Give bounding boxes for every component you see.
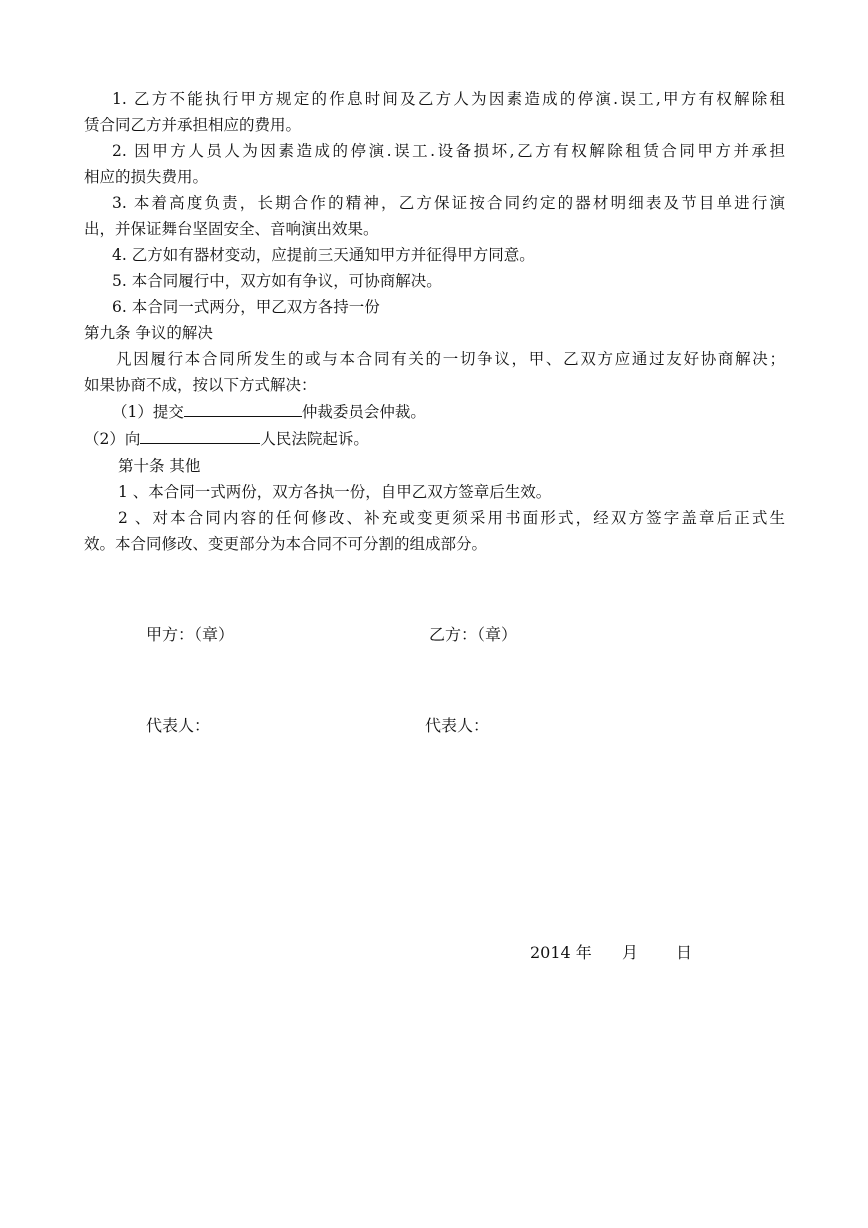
court-name-blank[interactable] [140, 429, 260, 444]
article-10-heading: 第十条 其他 [118, 457, 201, 475]
date-year: 2014 年 [530, 943, 592, 962]
clause-8-item-5: 5. 本合同履行中，双方如有争议，可协商解决。 [112, 272, 442, 290]
clause-8-item-3-line-1: 3. 本着高度负责，长期合作的精神，乙方保证按合同约定的器材明细表及节目单进行演 [112, 194, 785, 212]
date-day: 日 [676, 943, 693, 962]
party-b-representative-label: 代表人： [425, 716, 490, 735]
article-10-item-2-line-2: 效。本合同修改、变更部分为本合同不可分割的组成部分。 [84, 535, 488, 553]
article-10-item-1: 1 、本合同一式两份，双方各执一份，自甲乙双方签章后生效。 [118, 483, 552, 501]
clause-8-item-6: 6. 本合同一式两分，甲乙双方各持一份 [112, 298, 380, 316]
option-2-prefix: （2）向 [84, 430, 141, 448]
article-9-paragraph-line-1: 凡因履行本合同所发生的或与本合同有关的一切争议，甲、乙双方应通过友好协商解决； [116, 350, 785, 368]
clause-8-item-1-line-2: 赁合同乙方并承担相应的费用。 [84, 116, 302, 134]
clause-8-item-4: 4. 乙方如有器材变动，应提前三天通知甲方并征得甲方同意。 [112, 246, 535, 264]
party-a-representative-label: 代表人： [146, 716, 211, 735]
clause-8-item-1-line-1: 1. 乙方不能执行甲方规定的作息时间及乙方人为因素造成的停演.误工,甲方有权解除租 [112, 90, 785, 108]
article-9-heading: 第九条 争议的解决 [84, 324, 213, 342]
option-1-suffix: 仲裁委员会仲裁。 [301, 403, 426, 421]
clause-8-item-3-line-2: 出，并保证舞台坚固安全、音响演出效果。 [84, 220, 379, 238]
option-1-prefix: （1）提交 [112, 403, 184, 421]
article-9-paragraph-line-2: 如果协商不成，按以下方式解决： [84, 376, 317, 394]
option-2-suffix: 人民法院起诉。 [260, 430, 369, 448]
article-9-option-2 [84, 429, 369, 449]
clause-8-item-2-line-1: 2. 因甲方人员人为因素造成的停演.误工.设备损坏,乙方有权解除租赁合同甲方并承担 [112, 142, 785, 160]
article-10-item-2-line-1: 2 、对本合同内容的任何修改、补充或变更须采用书面形式，经双方签字盖章后正式生 [118, 509, 785, 527]
date-month: 月 [622, 943, 639, 962]
party-b-seal-label: 乙方：（章） [429, 625, 518, 644]
party-a-seal-label: 甲方：（章） [146, 625, 235, 644]
clause-8-item-2-line-2: 相应的损失费用。 [84, 168, 209, 186]
article-9-option-1 [112, 402, 426, 422]
arbitration-commission-blank[interactable] [184, 402, 302, 417]
